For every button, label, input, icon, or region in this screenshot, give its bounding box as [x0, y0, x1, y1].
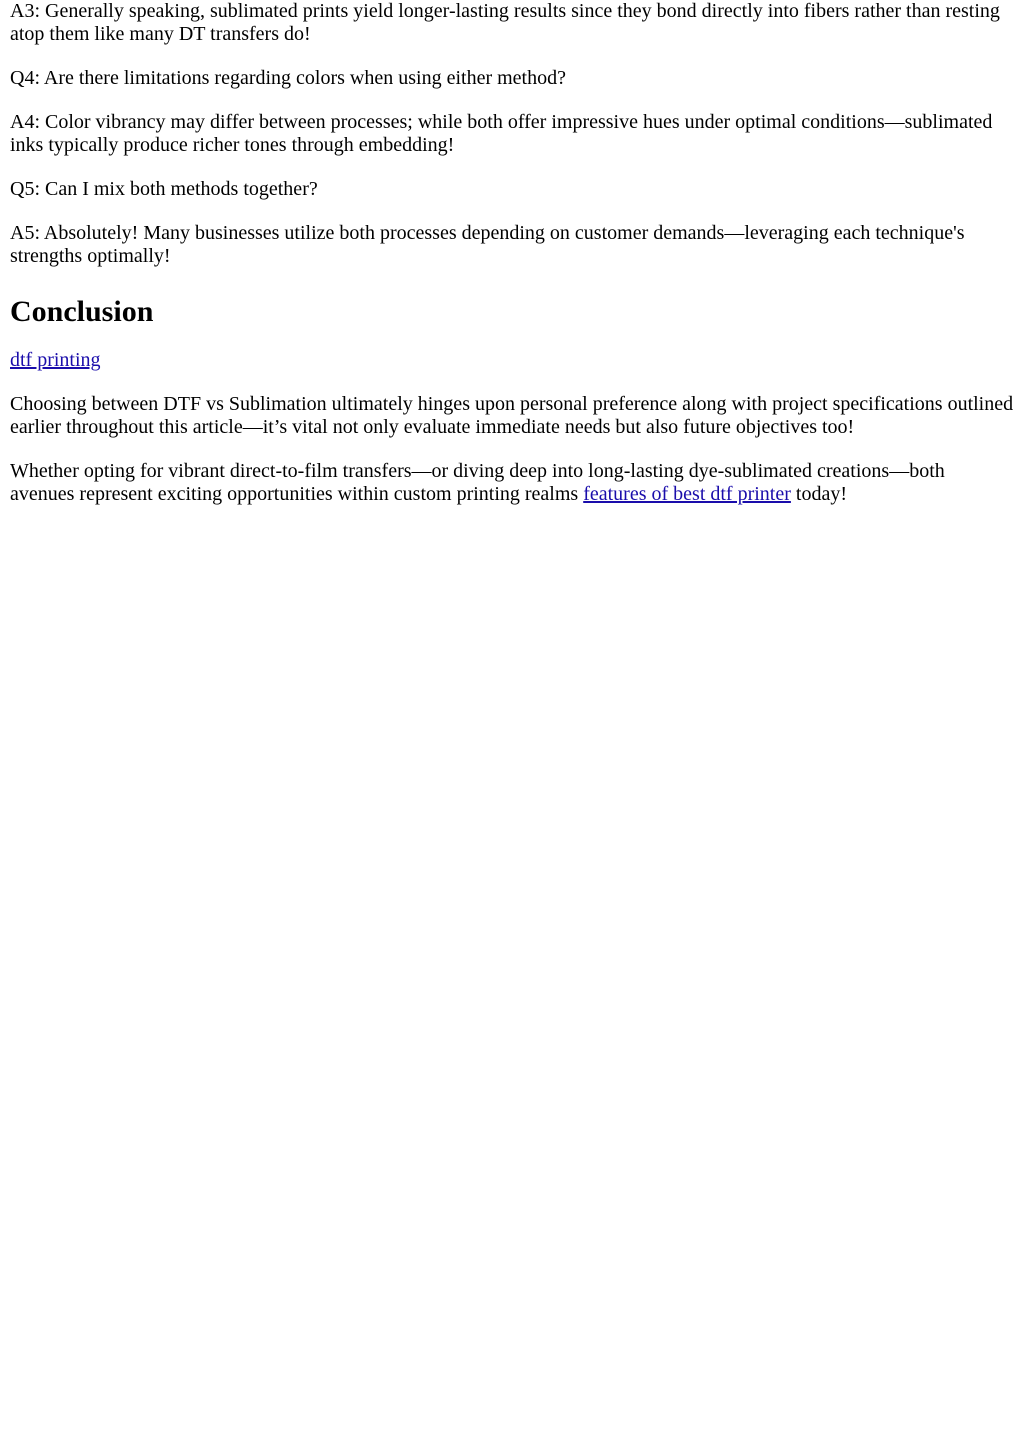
article-content: [10, 0, 1014, 506]
faq-answer-5: A5: Absolutely! Many businesses utilize both processes depending on customer demands—leveraging each technique's strengths optimally!: [10, 222, 965, 267]
faq-answer-4: A4: Color vibrancy may differ between processes; while both offer impressive hues under optimal conditions—sublimated inks typically produce richer tones through embedding!: [10, 111, 993, 156]
conclusion-paragraph-2-end: today!: [790, 483, 847, 505]
conclusion-paragraph-2: [10, 460, 1014, 506]
conclusion-paragraph-2-text: Whether opting for vibrant direct-to-film transfers—or diving deep into long-lasting dye-sublimated creations—both avenues represent exciting opportunities within custom printing realms: [10, 460, 945, 505]
dtf-printing-link[interactable]: dtf printing: [10, 349, 101, 371]
best-dtf-printer-link[interactable]: features of best dtf printer: [583, 483, 791, 505]
conclusion-paragraph-1: Choosing between DTF vs Sublimation ultimately hinges upon personal preference along with project specifications outlined earlier throughout this article—it’s vital not only evaluate immediate needs but also future objectives too!: [10, 393, 1014, 438]
dtf-printing-link-paragraph: [10, 349, 1014, 372]
faq-question-5: Q5: Can I mix both methods together?: [10, 178, 318, 200]
conclusion-heading: Conclusion: [10, 295, 154, 328]
faq-question-4: Q4: Are there limitations regarding colors when using either method?: [10, 67, 566, 89]
faq-answer-3: A3: Generally speaking, sublimated prints yield longer-lasting results since they bond directly into fibers rather than resting atop them like many DT transfers do!: [10, 0, 1000, 45]
